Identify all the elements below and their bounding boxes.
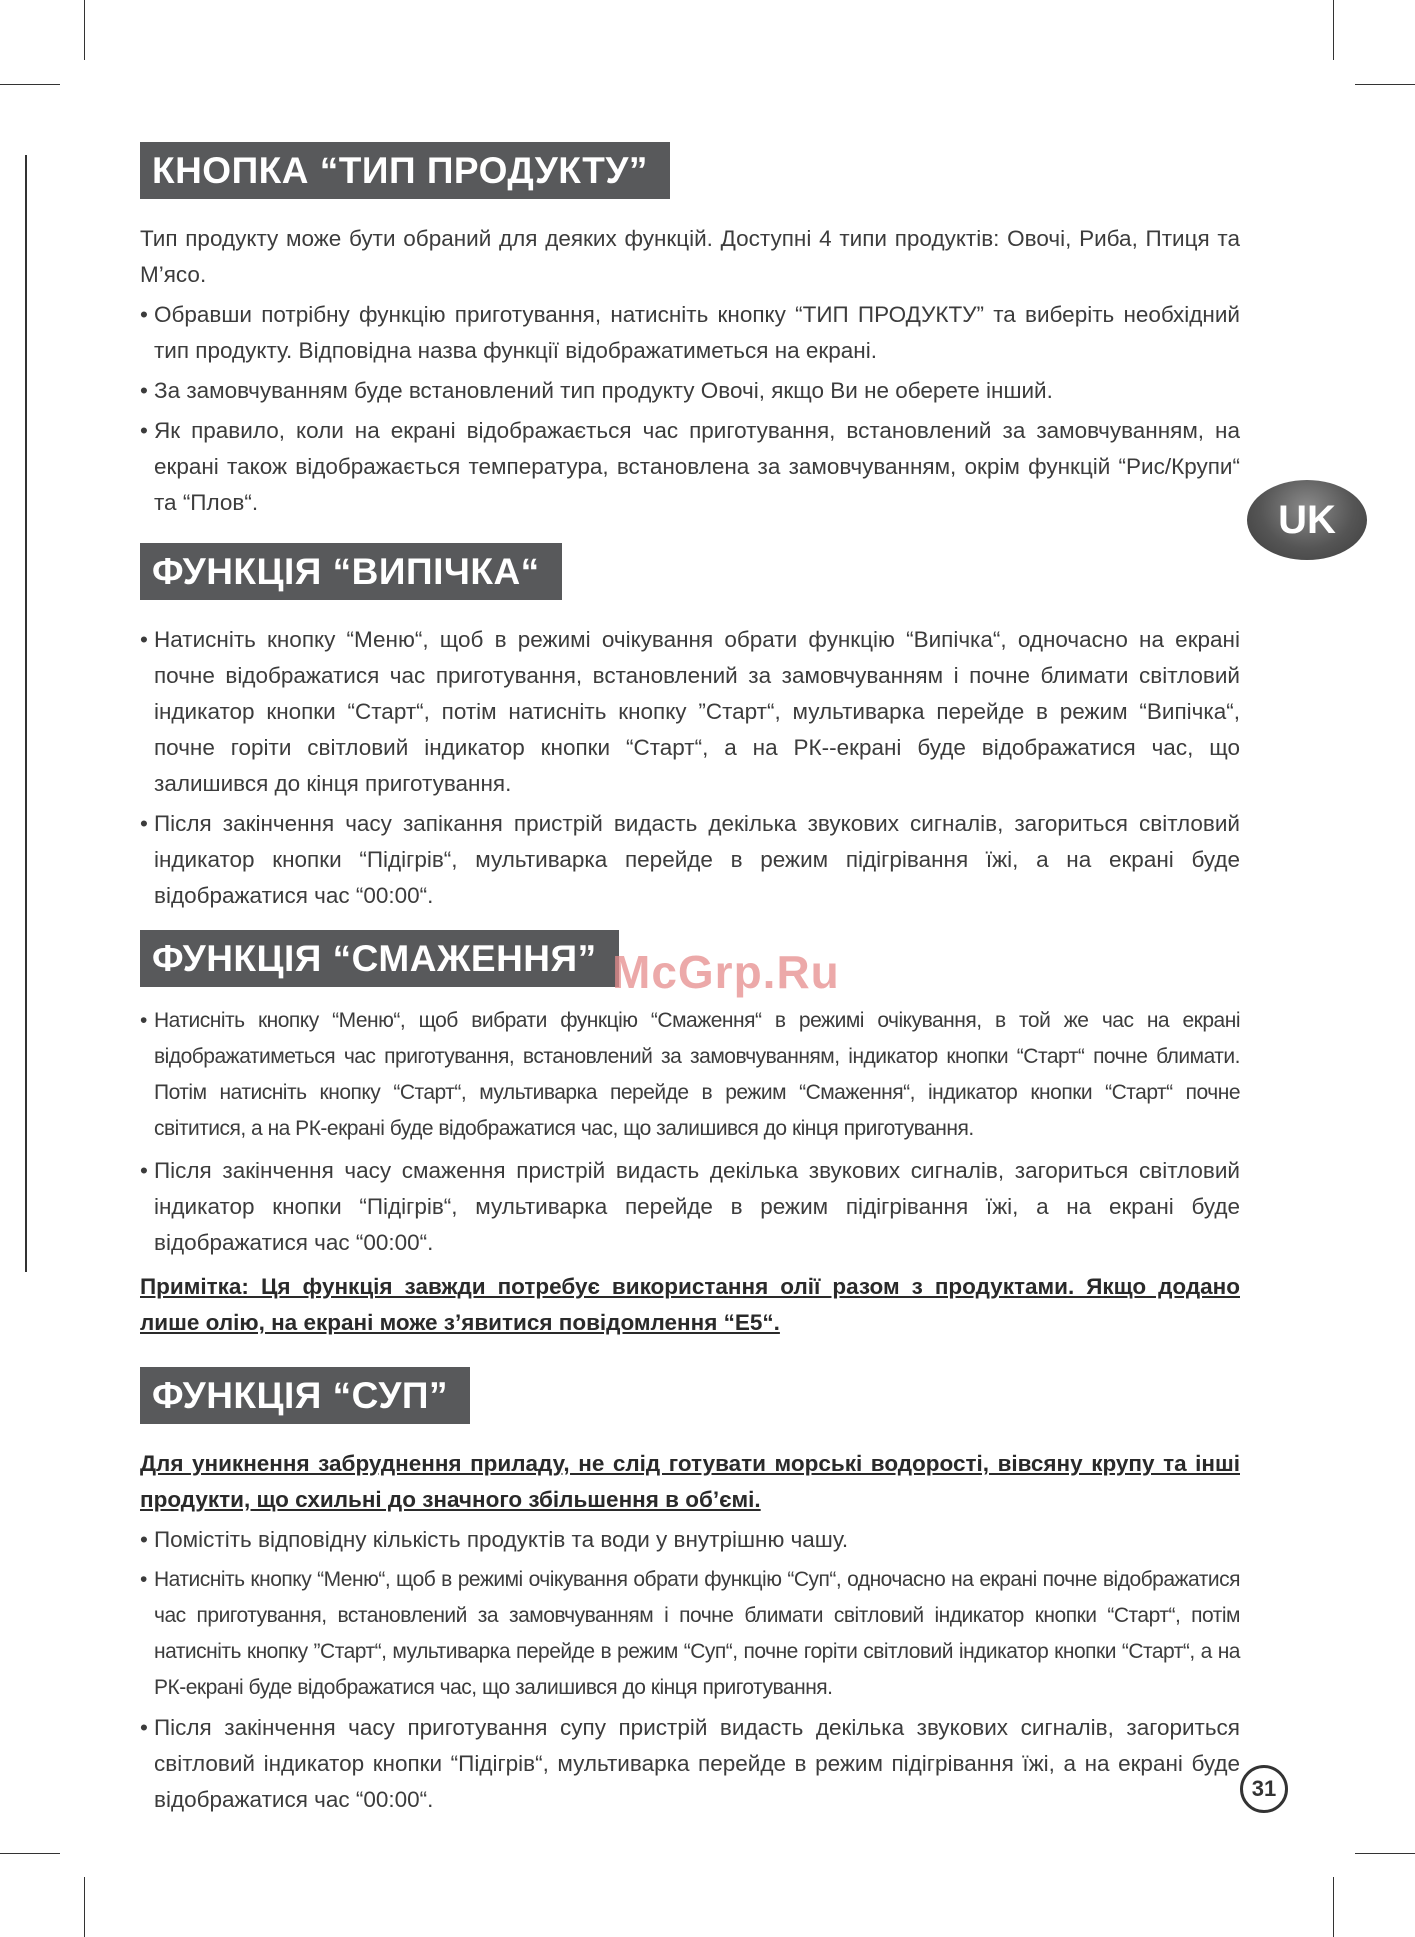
page-number: 31: [1240, 1765, 1288, 1813]
list-item: • Натисніть кнопку “Меню“, щоб в режимі очікування обрати функцію “Суп“, одночасно на екрані почне відображатися час приготування, встановлений за замовчуванням і почне блимати світловий індикатор кнопки “Старт“, потім натисніть кнопку ”Старт“, мультиварка перейде в режим “Суп“, почне горіти світловий індикатор кнопки “Старт“, а на РК-екрані буде відображатися час, що залишився до кінця приготування.: [140, 1562, 1240, 1706]
language-badge: UK: [1247, 480, 1367, 560]
margin-rule: [25, 155, 27, 1272]
section-heading-product-type: КНОПКА “ТИП ПРОДУКТУ”: [140, 142, 670, 199]
crop-mark: [1355, 1853, 1415, 1854]
list-item: • Натисніть кнопку “Меню“, щоб вибрати функцію “Смаження“ в режимі очікування, в той же час на екрані відображатиметься час приготування, встановлений за замовчуванням, індикатор кнопки “Старт“ почне блимати. Потім натисніть кнопку “Старт“, мультиварка перейде в режим “Смаження“, індикатор кнопки “Старт“ почне світитися, а на РК-екрані буде відображатися час, що залишився до кінця приготування.: [140, 1003, 1240, 1147]
list-item: • Як правило, коли на екрані відображається час приготування, встановлений за замовчуванням, на екрані також відображається температура, встановлена за замовчуванням, окрім функцій “Рис/Крупи“ та “Плов“.: [140, 413, 1240, 521]
list-item: • Після закінчення часу приготування супу пристрій видасть декілька звукових сигналів, загориться світловий індикатор кнопки “Підігрів“, мультиварка перейде в режим підігрівання їжі, а на екрані буде відображатися час “00:00“.: [140, 1710, 1240, 1818]
list-item: • Помістіть відповідну кількість продуктів та води у внутрішню чашу.: [140, 1522, 1240, 1558]
section-heading-soup: ФУНКЦІЯ “СУП”: [140, 1367, 470, 1424]
crop-mark: [1333, 1877, 1334, 1937]
crop-mark: [84, 0, 85, 60]
watermark: McGrp.Ru: [612, 946, 840, 998]
crop-mark: [1333, 0, 1334, 60]
section-heading-baking: ФУНКЦІЯ “ВИПІЧКА“: [140, 543, 562, 600]
paragraph-intro: Тип продукту може бути обраний для деяких функцій. Доступні 4 типи продуктів: Овочі, Риба, Птиця та М’ясо.: [140, 226, 1240, 287]
section-heading-frying: ФУНКЦІЯ “СМАЖЕННЯ”: [140, 930, 619, 987]
crop-mark: [84, 1877, 85, 1937]
note-warning: Для уникнення забруднення приладу, не слід готувати морські водорості, вівсяну крупу та інші продукти, що схильні до значного збільшення в об’ємі.: [140, 1451, 1240, 1512]
list-item: • Після закінчення часу смаження пристрій видасть декілька звукових сигналів, загориться світловий індикатор кнопки “Підігрів“, мультиварка перейде в режим підігрівання їжі, а на екрані буде відображатися час “00:00“.: [140, 1153, 1240, 1261]
list-item: • Після закінчення часу запікання пристрій видасть декілька звукових сигналів, загориться світловий індикатор кнопки “Підігрів“, мультиварка перейде в режим підігрівання їжі, а на екрані буде відображатися час “00:00“.: [140, 806, 1240, 914]
list-item: • За замовчуванням буде встановлений тип продукту Овочі, якщо Ви не оберете інший.: [140, 373, 1240, 409]
list-item: • Обравши потрібну функцію приготування, натисніть кнопку “ТИП ПРОДУКТУ” та виберіть необхідний тип продукту. Відповідна назва функції відображатиметься на екрані.: [140, 297, 1240, 369]
note-oil: Примітка: Ця функція завжди потребує використання олії разом з продуктами. Якщо додано лише олію, на екрані може з’явитися повідомлення “E5“.: [140, 1274, 1240, 1335]
list-item: • Натисніть кнопку “Меню“, щоб в режимі очікування обрати функцію “Випічка“, одночасно на екрані почне відображатися час приготування, встановлений за замовчуванням і почне блимати світловий індикатор кнопки “Старт“, потім натисніть кнопку ”Старт“, мультиварка перейде в режим “Випічка“, почне горіти світловий індикатор кнопки “Старт“, а на РК--екрані буде відображатися час, що залишився до кінця приготування.: [140, 622, 1240, 802]
crop-mark: [0, 84, 60, 85]
crop-mark: [0, 1853, 60, 1854]
crop-mark: [1355, 84, 1415, 85]
